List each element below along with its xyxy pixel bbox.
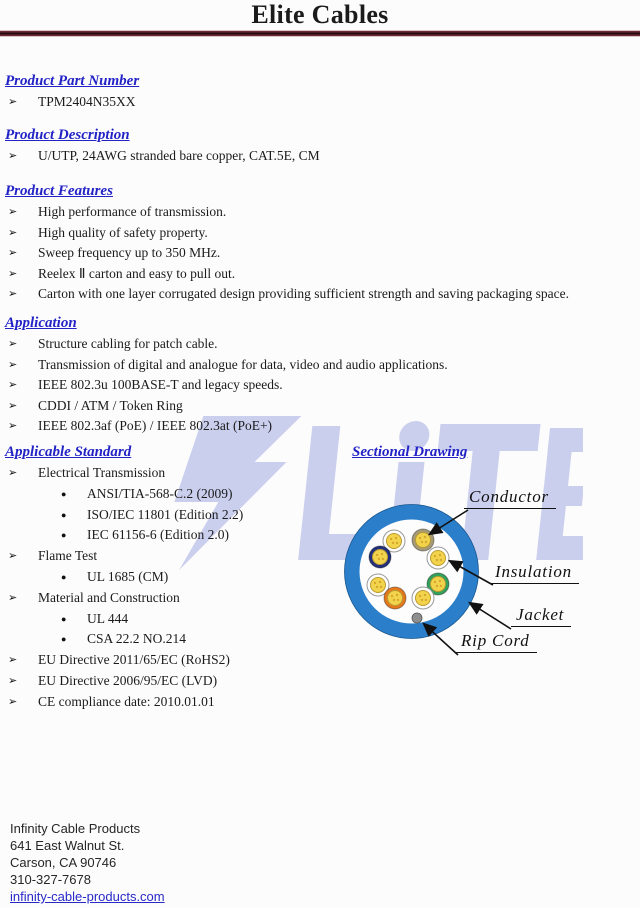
copper-strand-dot bbox=[376, 554, 378, 556]
arrow-bullet-icon: ➢ bbox=[8, 338, 18, 350]
list-item-text: Transmission of digital and analogue for data, video and audio applications. bbox=[38, 356, 448, 372]
conductor-copper-core bbox=[387, 534, 402, 549]
dot-bullet-icon: ● bbox=[61, 509, 67, 520]
list-item-text: CSA 22.2 NO.214 bbox=[87, 631, 187, 647]
arrow-bullet-icon: ➢ bbox=[8, 420, 18, 432]
copper-strand-dot bbox=[439, 554, 441, 556]
label-conductor: Conductor bbox=[464, 487, 556, 509]
list-item-text: TPM2404N35XX bbox=[38, 94, 136, 109]
list-item-text: Electrical Transmission bbox=[38, 465, 166, 480]
list-item bbox=[5, 398, 637, 414]
list-item bbox=[5, 94, 637, 110]
arrow-bullet-icon: ➢ bbox=[8, 591, 18, 604]
copper-strand-dot bbox=[440, 585, 442, 587]
footer-contact-block bbox=[10, 820, 165, 905]
dot-bullet-icon: ● bbox=[61, 488, 67, 499]
copper-strand-dot bbox=[392, 542, 394, 544]
footer-street: 641 East Walnut St. bbox=[10, 838, 125, 853]
conductor-copper-core bbox=[431, 577, 446, 592]
dot-bullet-icon: ● bbox=[61, 530, 67, 541]
header-divider bbox=[0, 30, 640, 37]
dot-bullet-icon: ● bbox=[61, 613, 67, 624]
rip-cord bbox=[412, 613, 422, 623]
section-heading: Product Part Number bbox=[5, 73, 140, 89]
list-item bbox=[5, 507, 335, 523]
list-item bbox=[5, 465, 335, 481]
copper-strand-dot bbox=[425, 541, 427, 543]
list-item-text: EU Directive 2006/95/EC (LVD) bbox=[38, 672, 218, 688]
list-item-text: IEC 61156-6 (Edition 2.0) bbox=[87, 527, 229, 543]
conductor-copper-core bbox=[371, 578, 386, 593]
copper-strand-dot bbox=[382, 558, 384, 560]
copper-strand-dot bbox=[381, 553, 383, 555]
list-item-text: Sweep frequency up to 350 MHz. bbox=[38, 245, 221, 260]
label-insulation: Insulation bbox=[490, 562, 579, 584]
list-item-text: CE compliance date: 2010.01.01 bbox=[38, 693, 215, 709]
cable-interior bbox=[360, 520, 464, 624]
arrow-bullet-icon: ➢ bbox=[8, 358, 18, 371]
section-heading-sectional-drawing: Sectional Drawing bbox=[352, 444, 468, 460]
section-application bbox=[5, 314, 637, 439]
copper-strand-dot bbox=[396, 594, 398, 596]
list-item-text: ISO/IEC 11801 (Edition 2.2) bbox=[87, 506, 244, 522]
copper-strand-dot bbox=[421, 599, 423, 601]
footer-website-link[interactable]: infinity-cable-products.com bbox=[10, 889, 165, 904]
arrow-bullet-icon: ➢ bbox=[8, 247, 18, 259]
copper-strand-dot bbox=[439, 580, 441, 582]
list-item bbox=[5, 569, 335, 585]
copper-strand-dot bbox=[378, 558, 380, 560]
list-item bbox=[5, 204, 637, 220]
jacket-arrow bbox=[470, 603, 511, 629]
list-item bbox=[5, 486, 335, 502]
arrow-bullet-icon: ➢ bbox=[8, 399, 18, 412]
list-item bbox=[5, 611, 335, 627]
list-item bbox=[5, 148, 637, 164]
list-item bbox=[5, 225, 637, 241]
conductor-copper-core bbox=[431, 551, 446, 566]
arrow-bullet-icon: ➢ bbox=[8, 150, 18, 162]
list-item bbox=[5, 527, 335, 543]
list-item-text: UL 1685 (CM) bbox=[87, 568, 169, 584]
label-jacket: Jacket bbox=[511, 605, 571, 627]
copper-strand-dot bbox=[390, 538, 392, 540]
list-item-text: Structure cabling for patch cable. bbox=[38, 336, 218, 351]
arrow-bullet-icon: ➢ bbox=[8, 96, 18, 108]
section-description bbox=[5, 126, 637, 169]
conductor-copper-core bbox=[416, 533, 431, 548]
footer-company: Infinity Cable Products bbox=[10, 821, 141, 836]
copper-strand-dot bbox=[395, 537, 397, 539]
conductor-copper-core bbox=[416, 591, 431, 606]
section-features bbox=[5, 182, 637, 307]
arrow-bullet-icon: ➢ bbox=[8, 288, 18, 300]
section-heading: Application bbox=[5, 315, 77, 331]
copper-strand-dot bbox=[425, 599, 427, 601]
list-item-text: High performance of transmission. bbox=[38, 204, 227, 219]
list-item-text: Reelex Ⅱ carton and easy to pull out. bbox=[38, 265, 236, 281]
arrow-bullet-icon: ➢ bbox=[8, 267, 18, 280]
copper-strand-dot bbox=[379, 581, 381, 583]
footer-city: Carson, CA 90746 bbox=[10, 855, 117, 870]
copper-strand-dot bbox=[376, 586, 378, 588]
copper-strand-dot bbox=[434, 581, 436, 583]
arrow-bullet-icon: ➢ bbox=[8, 550, 18, 563]
copper-strand-dot bbox=[434, 555, 436, 557]
list-item-text: CDDI / ATM / Token Ring bbox=[38, 397, 183, 413]
section-standards bbox=[5, 443, 335, 715]
arrow-bullet-icon: ➢ bbox=[8, 379, 18, 391]
list-item-text: High quality of safety property. bbox=[38, 224, 208, 240]
footer-phone: 310-327-7678 bbox=[10, 872, 91, 887]
dot-bullet-icon: ● bbox=[61, 571, 67, 582]
copper-strand-dot bbox=[380, 586, 382, 588]
list-item bbox=[5, 590, 335, 606]
copper-strand-dot bbox=[424, 536, 426, 538]
list-item-text: Flame Test bbox=[38, 548, 98, 564]
label-rip-cord: Rip Cord bbox=[456, 631, 537, 653]
dot-bullet-icon: ● bbox=[61, 634, 67, 645]
list-item bbox=[5, 266, 637, 282]
page-title: Elite Cables bbox=[251, 0, 389, 29]
arrow-bullet-icon: ➢ bbox=[8, 695, 18, 708]
arrow-bullet-icon: ➢ bbox=[8, 467, 18, 479]
list-item-text: IEEE 802.3u 100BASE-T and legacy speeds. bbox=[38, 377, 283, 392]
arrow-bullet-icon: ➢ bbox=[8, 206, 18, 218]
list-item-text: U/UTP, 24AWG stranded bare copper, CAT.5E, CM bbox=[38, 148, 320, 163]
copper-strand-dot bbox=[421, 541, 423, 543]
copper-strand-dot bbox=[424, 594, 426, 596]
copper-strand-dot bbox=[440, 559, 442, 561]
copper-strand-dot bbox=[419, 537, 421, 539]
section-heading: Applicable Standard bbox=[5, 444, 132, 460]
list-item bbox=[5, 652, 335, 668]
arrow-bullet-icon: ➢ bbox=[8, 674, 18, 687]
section-part-number bbox=[5, 72, 637, 115]
copper-strand-dot bbox=[397, 599, 399, 601]
section-heading: Product Description bbox=[5, 127, 130, 143]
list-item bbox=[5, 286, 637, 302]
list-item bbox=[5, 673, 335, 689]
list-item-text: EU Directive 2011/65/EC (RoHS2) bbox=[38, 652, 230, 668]
list-item-text: IEEE 802.3af (PoE) / IEEE 802.3at (PoE+) bbox=[38, 418, 273, 433]
arrow-bullet-icon: ➢ bbox=[8, 226, 18, 239]
section-heading: Product Features bbox=[5, 183, 113, 199]
list-item-text: ANSI/TIA-568-C.2 (2009) bbox=[87, 485, 233, 501]
copper-strand-dot bbox=[396, 542, 398, 544]
copper-strand-dot bbox=[436, 559, 438, 561]
copper-strand-dot bbox=[419, 595, 421, 597]
conductor-copper-core bbox=[388, 591, 403, 606]
list-item bbox=[5, 548, 335, 564]
list-item bbox=[5, 631, 335, 647]
list-item-text: Carton with one layer corrugated design providing sufficient strength and saving packaging space. bbox=[38, 286, 569, 301]
list-item bbox=[5, 377, 637, 393]
list-item bbox=[5, 694, 335, 710]
list-item-text: UL 444 bbox=[87, 610, 129, 626]
conductor-copper-core bbox=[373, 550, 388, 565]
copper-strand-dot bbox=[374, 582, 376, 584]
list-item-text: Material and Construction bbox=[38, 589, 180, 605]
arrow-bullet-icon: ➢ bbox=[8, 654, 18, 667]
list-item bbox=[5, 418, 637, 434]
list-item bbox=[5, 336, 637, 352]
list-item bbox=[5, 245, 637, 261]
copper-strand-dot bbox=[391, 595, 393, 597]
copper-strand-dot bbox=[393, 599, 395, 601]
copper-strand-dot bbox=[436, 585, 438, 587]
list-item bbox=[5, 357, 637, 373]
